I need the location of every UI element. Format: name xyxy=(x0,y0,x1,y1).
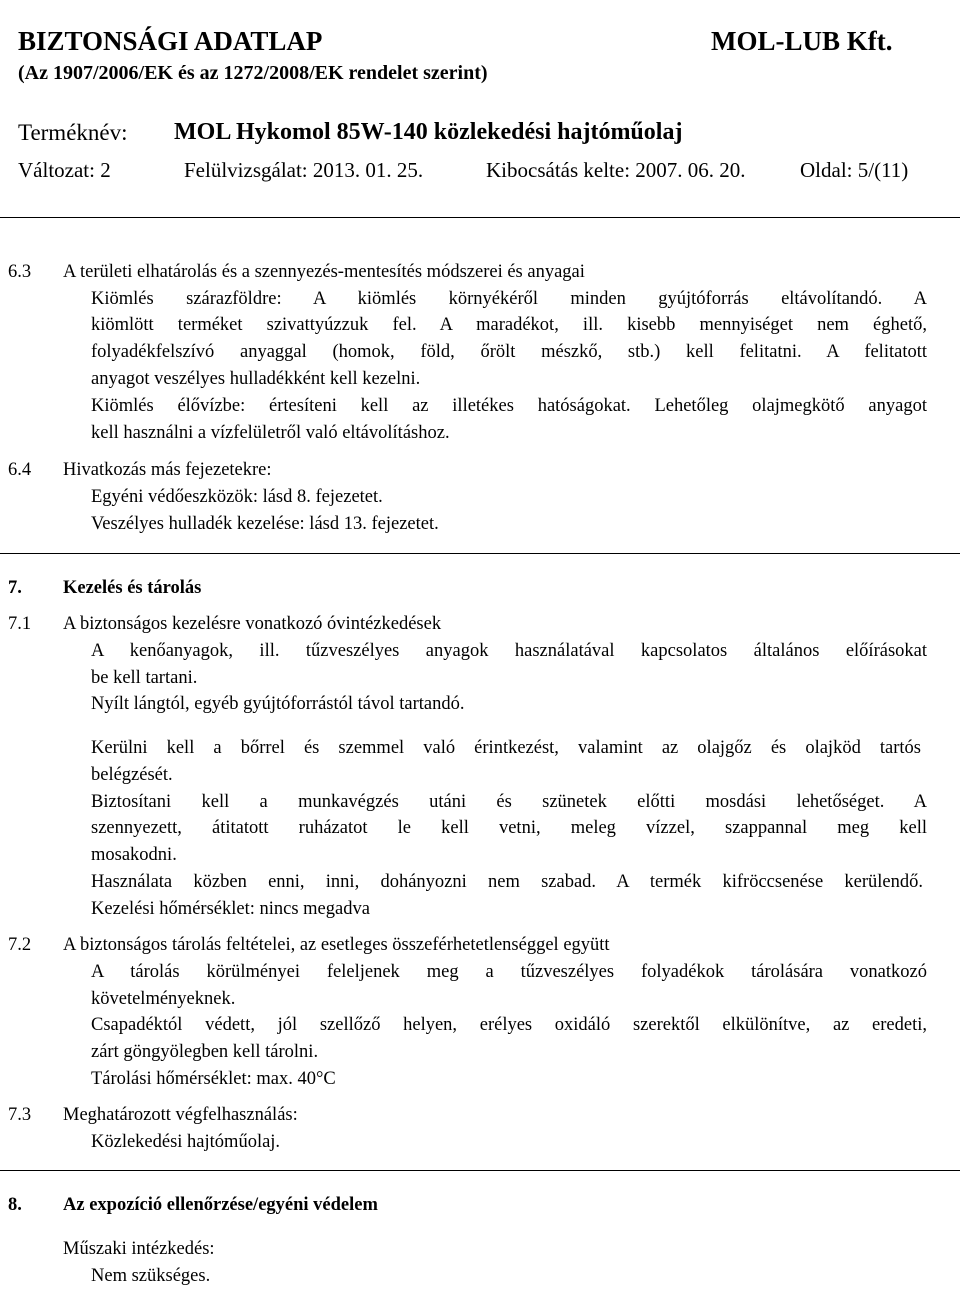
header-divider xyxy=(0,217,960,218)
review-date: Felülvizsgálat: 2013. 01. 25. xyxy=(184,158,424,182)
section-7-2-number: 7.2 xyxy=(8,935,32,955)
section-6-3-line-3: folyadékfelszívó anyaggal (homok, föld, őrölt mészkő, stb.) kell felitatni. A felitatott xyxy=(91,342,927,362)
section-7-2-line-3: Csapadéktól védett, jól szellőző helyen, erélyes oxidáló szerektől elkülönítve, az eredeti, xyxy=(91,1015,927,1035)
company-name: MOL-LUB Kft. xyxy=(711,26,893,56)
regulation-note: (Az 1907/2006/EK és az 1272/2008/EK rendelet szerint) xyxy=(18,62,488,84)
section-7-1-title: A biztonságos kezelésre vonatkozó óvintézkedések xyxy=(63,614,442,634)
section-7-1-line-3: Nyílt lángtól, egyéb gyújtóforrástól távol tartandó. xyxy=(91,694,465,714)
section-6-4-title: Hivatkozás más fejezetekre: xyxy=(63,460,272,480)
section-6-3-line-5: Kiömlés élővízbe: értesíteni kell az illetékes hatóságokat. Lehetőleg olajmegkötő anyagot xyxy=(91,396,927,416)
section-divider-2 xyxy=(0,1170,960,1171)
section-8-subheading: Műszaki intézkedés: xyxy=(63,1239,215,1259)
section-6-4-line-2: Veszélyes hulladék kezelése: lásd 13. fejezetet. xyxy=(91,514,439,534)
section-8-line-1: Nem szükséges. xyxy=(91,1266,211,1286)
section-6-4-number: 6.4 xyxy=(8,460,32,480)
section-7-3-title: Meghatározott végfelhasználás: xyxy=(63,1105,298,1125)
section-8-title: Az expozíció ellenőrzése/egyéni védelem xyxy=(63,1195,378,1215)
section-7-2-line-2: követelményeknek. xyxy=(91,989,236,1009)
section-7-1-number: 7.1 xyxy=(8,614,32,634)
section-6-4-line-1: Egyéni védőeszközök: lásd 8. fejezetet. xyxy=(91,487,383,507)
section-7-title: Kezelés és tárolás xyxy=(63,578,202,598)
product-name: MOL Hykomol 85W-140 közlekedési hajtóműolaj xyxy=(174,119,683,145)
section-7-2-line-5: Tárolási hőmérséklet: max. 40°C xyxy=(91,1069,336,1089)
section-6-3-title: A területi elhatárolás és a szennyezés-mentesítés módszerei és anyagai xyxy=(63,262,585,282)
section-7-1-line-8: mosakodni. xyxy=(91,845,177,865)
section-6-3-line-4: anyagot veszélyes hulladékként kell kezelni. xyxy=(91,369,421,389)
document-title: BIZTONSÁGI ADATLAP xyxy=(18,26,323,56)
page-number: Oldal: 5/(11) xyxy=(800,158,909,182)
section-7-3-number: 7.3 xyxy=(8,1105,32,1125)
section-7-1-line-9: Használata közben enni, inni, dohányozni nem szabad. A termék kifröccsenése kerülendő. xyxy=(91,872,923,892)
section-7-1-line-10: Kezelési hőmérséklet: nincs megadva xyxy=(91,899,370,919)
section-7-2-line-4: zárt göngyölegben kell tárolni. xyxy=(91,1042,319,1062)
section-7-1-line-1: A kenőanyagok, ill. tűzveszélyes anyagok használatával kapcsolatos általános előírásokat xyxy=(91,641,927,661)
section-6-3-line-1: Kiömlés szárazföldre: A kiömlés környékéről minden gyújtóforrás eltávolítandó. A xyxy=(91,289,927,309)
section-divider xyxy=(0,553,960,554)
section-7-1-line-5: belégzését. xyxy=(91,765,173,785)
section-7-1-line-4: Kerülni kell a bőrrel és szemmel való érintkezést, valamint az olajgőz és olajköd tartós xyxy=(91,738,921,758)
section-7-3-line-1: Közlekedési hajtóműolaj. xyxy=(91,1132,281,1152)
section-7-2-line-1: A tárolás körülményei feleljenek meg a tűzveszélyes folyadékok tárolására vonatkozó xyxy=(91,962,927,982)
section-6-3-line-2: kiömlött terméket szivattyúzzuk fel. A maradékot, ill. kisebb mennyiséget nem éghető, xyxy=(91,315,927,335)
product-label: Terméknév: xyxy=(18,120,128,145)
section-6-3-number: 6.3 xyxy=(8,262,32,282)
section-7-1-line-2: be kell tartani. xyxy=(91,668,198,688)
section-7-number: 7. xyxy=(8,578,22,598)
section-8-number: 8. xyxy=(8,1195,22,1215)
section-7-2-title: A biztonságos tárolás feltételei, az esetleges összeférhetetlenséggel együtt xyxy=(63,935,610,955)
version-info: Változat: 2 xyxy=(18,158,111,182)
section-7-1-line-7: szennyezett, átitatott ruházatot le kell vetni, meleg vízzel, szappannal meg kell xyxy=(91,818,927,838)
issue-date: Kibocsátás kelte: 2007. 06. 20. xyxy=(486,158,746,182)
section-7-1-line-6: Biztosítani kell a munkavégzés utáni és szünetek előtti mosdási lehetőséget. A xyxy=(91,792,927,812)
section-6-3-line-6: kell használni a vízfelületről való eltávolításhoz. xyxy=(91,423,450,443)
